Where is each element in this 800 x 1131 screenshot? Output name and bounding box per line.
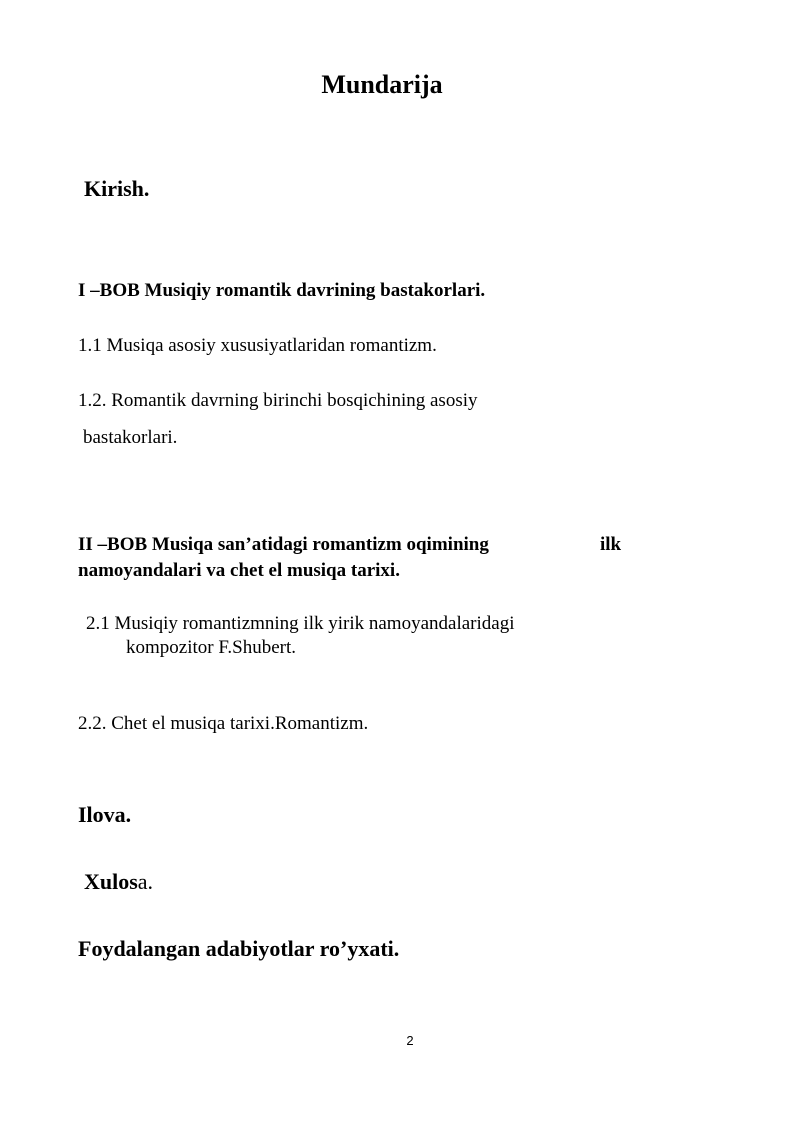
toc-item-1-2: 1.2. Romantik davrning birinchi bosqichining asosiy (78, 390, 478, 411)
toc-item-1-2-cont: bastakorlari. (83, 427, 178, 448)
toc-item-2-1-cont: kompozitor F.Shubert. (126, 637, 296, 658)
toc-item-2-2: 2.2. Chet el musiqa tarixi.Romantizm. (78, 713, 369, 734)
toc-chapter1-heading: I –BOB Musiqiy romantik davrining bastakorlari. (78, 280, 486, 301)
toc-conclusion-bold: Xulos (84, 869, 138, 894)
toc-conclusion-rest: a. (137, 869, 154, 894)
page-number: 2 (406, 1033, 414, 1048)
toc-references: Foydalangan adabiyotlar ro’yxati. (78, 936, 400, 961)
toc-item-1-1: 1.1 Musiqa asosiy xususiyatlaridan romantizm. (78, 335, 437, 356)
toc-chapter2-heading-line1-end: ilk (600, 534, 622, 555)
toc-intro: Kirish. (84, 176, 150, 201)
toc-conclusion (84, 869, 153, 895)
toc-chapter2-heading-line1: II –BOB Musiqa san’atidagi romantizm oqimining (78, 534, 489, 555)
page-title: Mundarija (321, 70, 443, 99)
toc-appendix: Ilova. (78, 802, 132, 827)
toc-item-2-1: 2.1 Musiqiy romantizmning ilk yirik namoyandalaridagi (86, 613, 515, 634)
toc-chapter2-heading-line2: namoyandalari va chet el musiqa tarixi. (78, 560, 400, 581)
